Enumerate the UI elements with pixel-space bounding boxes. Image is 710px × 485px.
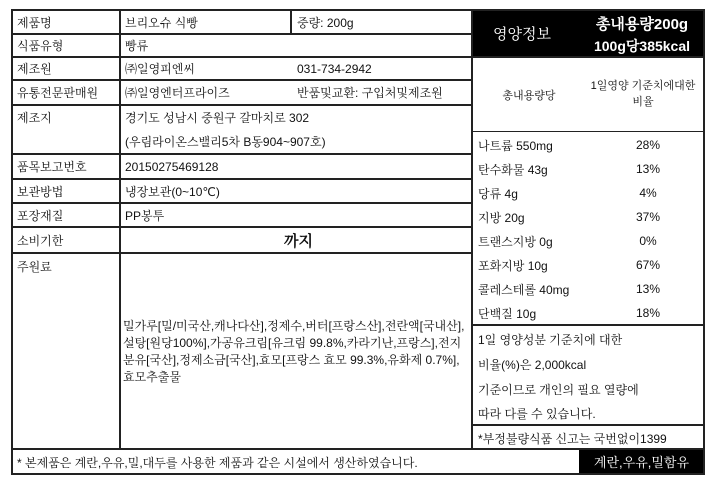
label-food-type: 식품유형 — [17, 39, 64, 53]
weight: 중량: 200g — [297, 15, 354, 30]
nutrient-name: 포화지방 10g — [478, 258, 548, 273]
note-line: 비율(%)은 2,000kcal — [478, 358, 587, 372]
nutrient-row — [474, 133, 704, 157]
note-line: 기준이므로 개인의 필요 열량에 — [478, 383, 639, 397]
distributor: ㈜일영엔터프라이즈 — [125, 86, 230, 100]
nutrient-percent: 37% — [635, 210, 661, 224]
label-maker: 제조원 — [17, 62, 52, 76]
nutrient-percent: 18% — [635, 306, 661, 320]
nutrient-name: 트랜스지방 0g — [478, 234, 553, 249]
product-name: 브리오슈 식빵 — [125, 15, 198, 30]
nutrition-header — [472, 10, 704, 57]
note-line: 따라 다를 수 있습니다. — [478, 407, 596, 421]
nutrient-name: 콜레스테롤 40mg — [478, 282, 570, 297]
label-site: 제조지 — [17, 110, 52, 125]
nutrient-percent: 13% — [635, 162, 661, 176]
site-line2: (우림라이온스밸리5차 B동904~907호) — [125, 134, 326, 149]
label-distributor: 유통전문판매원 — [17, 86, 99, 100]
nutrient-row — [474, 253, 704, 277]
label-ingredients: 주원료 — [17, 259, 52, 274]
nutrient-name: 단백질 10g — [478, 306, 537, 321]
nutrient-percent: 28% — [635, 138, 661, 152]
storage: 냉장보관(0~10℃) — [125, 184, 220, 199]
label-expiry: 소비기한 — [17, 233, 64, 248]
maker-phone: 031-734-2942 — [297, 61, 372, 76]
col-daily-ratio: 1일영양 기준치에대한 비율 — [590, 80, 696, 108]
label-product-name: 제품명 — [17, 15, 52, 30]
ingredients: 밀가루[밀/미국산,캐나다산],정제수,버터[프랑스산],전란액[국내산],설탕[원당100%],가공유크림[유크림 99.8%,카라기난,프랑스],전지분유[국산],정제소금[국산],효모[프랑스 효모 99.3%,유화제 0.7%],효모추출물 — [123, 319, 465, 384]
nutrient-row — [474, 181, 704, 205]
total-amount: 총내용량200g — [595, 16, 689, 33]
nutrient-percent: 67% — [635, 258, 661, 272]
food-type: 빵류 — [125, 39, 149, 53]
nutrient-row — [474, 229, 704, 253]
report-no: 20150275469128 — [125, 159, 219, 174]
label-report-no: 품목보고번호 — [17, 160, 87, 174]
nutrient-name: 지방 20g — [478, 210, 525, 225]
expiry: 까지 — [284, 232, 313, 250]
exchange-info: 반품및교환: 구입처및제조원 — [297, 86, 443, 100]
report-hotline: *부정불량식품 신고는 국번없이1399 — [478, 432, 667, 446]
nutrient-name: 탄수화물 43g — [478, 162, 548, 177]
maker: ㈜일영피엔씨 — [125, 62, 195, 76]
nutrition-title: 영양정보 — [493, 26, 551, 43]
col-per-total: 총내용량당 — [502, 89, 556, 102]
allergy-badge: 계란,우유,밀함유 — [579, 449, 704, 474]
nutrient-name: 당류 4g — [478, 186, 518, 201]
nutrient-row — [474, 205, 704, 229]
nutrient-row — [474, 301, 704, 325]
nutrient-row — [474, 277, 704, 301]
nutrient-name: 나트륨 550mg — [478, 138, 553, 153]
packaging: PP봉투 — [125, 208, 165, 223]
nutrient-percent: 4% — [639, 186, 657, 200]
label-storage: 보관방법 — [17, 184, 64, 199]
note-line: 1일 영양성분 기준치에 대한 — [478, 333, 623, 347]
nutrient-percent: 0% — [639, 234, 657, 248]
site-line1: 경기도 성남시 중원구 갈마치로 302 — [125, 110, 310, 125]
nutrient-percent: 13% — [635, 282, 661, 296]
label-packaging: 포장재질 — [17, 208, 64, 223]
facility-notice: * 본제품은 계란,우유,밀,대두를 사용한 제품과 같은 시설에서 생산하였습니다. — [17, 455, 418, 470]
nutrient-row — [474, 157, 704, 181]
kcal-per-100g: 100g당385kcal — [593, 38, 691, 54]
